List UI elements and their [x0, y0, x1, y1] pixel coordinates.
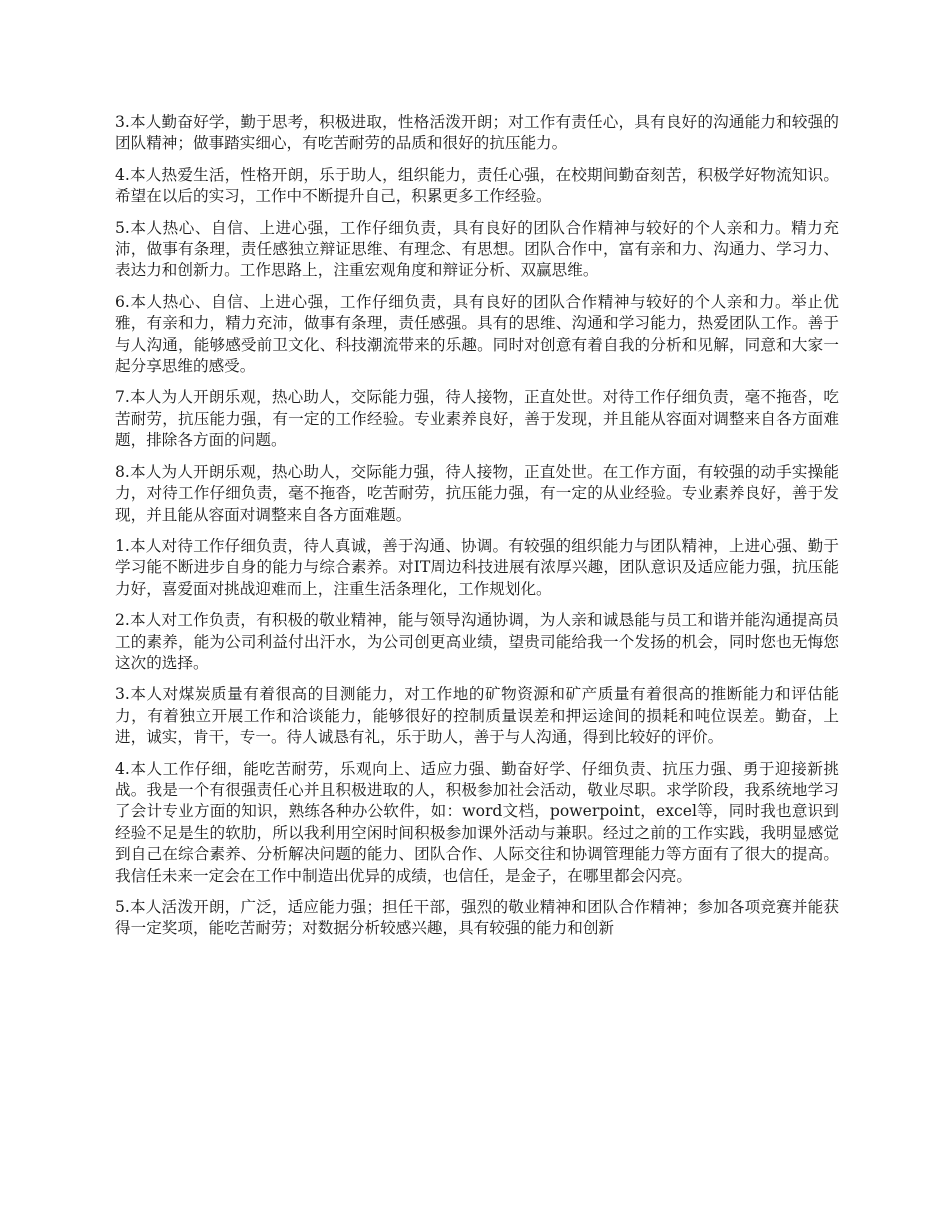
- paragraph-10: 4.本人工作仔细，能吃苦耐劳，乐观向上、适应力强、勤奋好学、仔细负责、抗压力强、勇于迎接新挑战。我是一个有很强责任心并且积极进取的人，积极参加社会活动，敬业尽职。求学阶段，我系统地学习了会计专业方面的知识，熟练各种办公软件，如：word文档，powerpoint，excel等，同时我也意识到经验不足是生的软肋，所以我利用空闲时间积极参加课外活动与兼职。经过之前的工作实践，我明显感觉到自己在综合素养、分析解决问题的能力、团队合作、人际交往和协调管理能力等方面有了很大的提高。我信任未来一定会在工作中制造出优异的成绩，也信任，是金子，在哪里都会闪亮。: [115, 759, 839, 885]
- paragraph-7: 1.本人对待工作仔细负责，待人真诚，善于沟通、协调。有较强的组织能力与团队精神，上进心强、勤于学习能不断进步自身的能力与综合素养。对IT周边科技进展有浓厚兴趣，团队意识及适应能力强，抗压能力好，喜爱面对挑战迎难而上，注重生活条理化，工作规划化。: [115, 536, 839, 598]
- paragraph-1: 3.本人勤奋好学，勤于思考，积极进取，性格活泼开朗；对工作有责任心，具有良好的沟通能力和较强的团队精神；做事踏实细心，有吃苦耐劳的品质和很好的抗压能力。: [115, 113, 839, 153]
- paragraph-8: 2.本人对工作负责，有积极的敬业精神，能与领导沟通协调，为人亲和诚恳能与员工和谐并能沟通提高员工的素养，能为公司利益付出汗水，为公司创更高业绩，望贵司能给我一个发扬的机会，同时您也无悔您这次的选择。: [115, 611, 839, 672]
- paragraph-9: 3.本人对煤炭质量有着很高的目测能力，对工作地的矿物资源和矿产质量有着很高的推断能力和评估能力，有着独立开展工作和洽谈能力，能够很好的控制质量误差和押运途间的损耗和吨位误差。勤奋，上进，诚实，肯干，专一。待人诚恳有礼，乐于助人，善于与人沟通，得到比较好的评价。: [115, 685, 839, 747]
- paragraph-3: 5.本人热心、自信、上进心强，工作仔细负责，具有良好的团队合作精神与较好的个人亲和力。精力充沛，做事有条理，责任感独立辩证思维、有理念、有思想。团队合作中，富有亲和力、沟通力、学习力、表达力和创新力。工作思路上，注重宏观角度和辩证分析、双赢思维。: [115, 218, 839, 280]
- paragraph-4: 6.本人热心、自信、上进心强，工作仔细负责，具有良好的团队合作精神与较好的个人亲和力。举止优雅，有亲和力，精力充沛，做事有条理，责任感强。具有的思维、沟通和学习能力，热爱团队工作。善于与人沟通，能够感受前卫文化、科技潮流带来的乐趣。同时对创意有着自我的分析和见解，同意和大家一起分享思维的感受。: [115, 292, 839, 376]
- paragraph-6: 8.本人为人开朗乐观，热心助人，交际能力强，待人接物，正直处世。在工作方面，有较强的动手实操能力，对待工作仔细负责，毫不拖沓，吃苦耐劳，抗压能力强，有一定的从业经验。专业素养良好，善于发现，并且能从容面对调整来自各方面难题。: [115, 462, 839, 524]
- paragraph-11: 5.本人活泼开朗，广泛，适应能力强；担任干部，强烈的敬业精神和团队合作精神；参加各项竞赛并能获得一定奖项，能吃苦耐劳；对数据分析较感兴趣，具有较强的能力和创新: [115, 898, 839, 938]
- document-body: [115, 112, 839, 950]
- paragraph-2: 4.本人热爱生活，性格开朗，乐于助人，组织能力，责任心强，在校期间勤奋刻苦，积极学好物流知识。希望在以后的实习，工作中不断提升自己，积累更多工作经验。: [115, 165, 839, 206]
- paragraph-5: 7.本人为人开朗乐观，热心助人，交际能力强，待人接物，正直处世。对待工作仔细负责，毫不拖沓，吃苦耐劳，抗压能力强，有一定的工作经验。专业素养良好，善于发现，并且能从容面对调整来自各方面难题，排除各方面的问题。: [115, 388, 839, 450]
